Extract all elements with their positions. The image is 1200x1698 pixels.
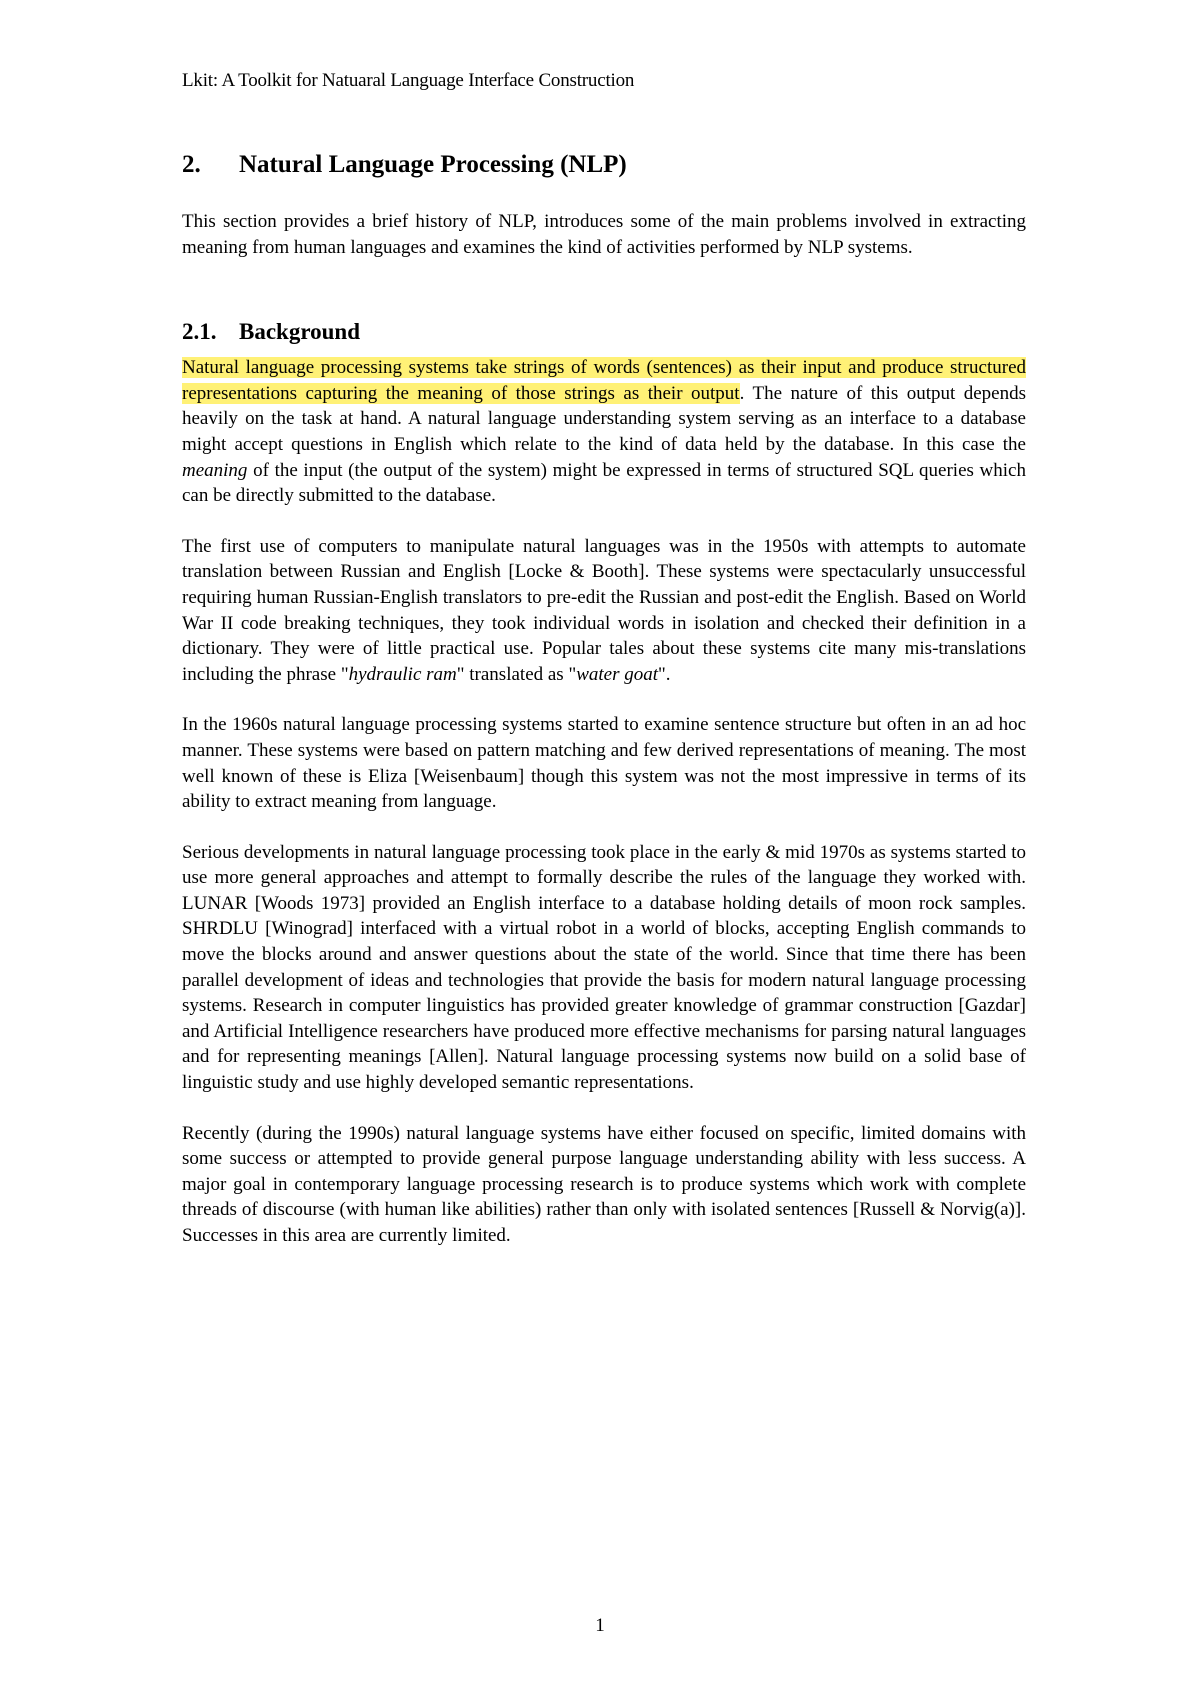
paragraph-text: " translated as ": [456, 663, 577, 685]
subsection-title: Background: [239, 319, 361, 345]
paragraph-1990s-history: Recently (during the 1990s) natural language systems have either focused on specific, limited domains with some success or attempted to provide general purpose language understanding ability with less success. A major goal in contemporary language processing research is to produce systems which work with complete threads of discourse (with human like abilities) rather than only with isolated sentences [Russell & Norvig(a)]. Successes in this area are currently limited.: [182, 1122, 1026, 1246]
section-number: 2.: [182, 151, 201, 178]
running-header: Lkit: A Toolkit for Natuaral Language Interface Construction: [182, 70, 635, 91]
subsection-heading: [182, 316, 1026, 348]
paragraph-1950s-history: [182, 534, 1026, 688]
section-intro-paragraph: This section provides a brief history of NLP, introduces some of the main problems involved in extracting meaning from human languages and examines the kind of activities performed by NLP systems.: [182, 211, 1026, 258]
section-title: Natural Language Processing (NLP): [239, 151, 627, 178]
subsection-number: 2.1.: [182, 319, 217, 345]
document-body: [182, 148, 1026, 1249]
paragraph-text: . The nature of this output depends heavily on the task at hand. A natural language understanding system serving as an interface to a database might accept questions in English which relate to the kind of data held by the database. In this case the: [182, 382, 1026, 455]
paragraph-1970s-history: Serious developments in natural language processing took place in the early & mid 1970s as systems started to use more general approaches and attempt to formally describe the rules of the language they worked with. LUNAR [Woods 1973] provided an English interface to a database holding details of moon rock samples. SHRDLU [Winograd] interfaced with a virtual robot in a world of blocks, accepting English commands to move the blocks around and answer questions about the state of the world. Since that time there has been parallel development of ideas and technologies that provide the basis for modern natural language processing systems. Research in computer linguistics has provided greater knowledge of grammar construction [Gazdar] and Artificial Intelligence researchers have produced more effective mechanisms for parsing natural languages and for representing meanings [Allen]. Natural language processing systems now build on a solid base of linguistic study and use highly developed semantic representations.: [182, 841, 1026, 1094]
paragraph-text: The first use of computers to manipulate natural languages was in the 1950s with attempts to automate translation between Russian and English [Locke & Booth]. These systems were spectacularly unsuccessful requiring human Russian-English translators to pre-edit the Russian and post-edit the English. Based on World War II code breaking techniques, they took individual words in isolation and checked their definition in a dictionary. They were of little practical use. Popular tales about these systems cite many mis-translations including the phrase ": [182, 535, 1026, 685]
highlighted-text: Natural language processing systems take strings of words (sentences) as their input and produce structured representations capturing the meaning of those strings as their output: [182, 357, 1026, 404]
italic-term-hydraulic-ram: hydraulic ram: [348, 663, 457, 685]
italic-term-water-goat: water goat: [576, 663, 659, 685]
italic-term-meaning: meaning: [182, 459, 248, 481]
paragraph-text: ".: [658, 663, 671, 685]
paragraph-1960s-history: In the 1960s natural language processing systems started to examine sentence structure but often in an ad hoc manner. These systems were based on pattern matching and few derived representations of meaning. The most well known of these is Eliza [Weisenbaum] though this system was not the most impressive in terms of its ability to extract meaning from language.: [182, 714, 1026, 813]
section-heading: [182, 148, 1026, 182]
paragraph-nlp-definition: [182, 355, 1026, 509]
page-number: 1: [595, 1615, 605, 1636]
paragraph-text: of the input (the output of the system) might be expressed in terms of structured SQL queries which can be directly submitted to the database.: [182, 459, 1026, 507]
